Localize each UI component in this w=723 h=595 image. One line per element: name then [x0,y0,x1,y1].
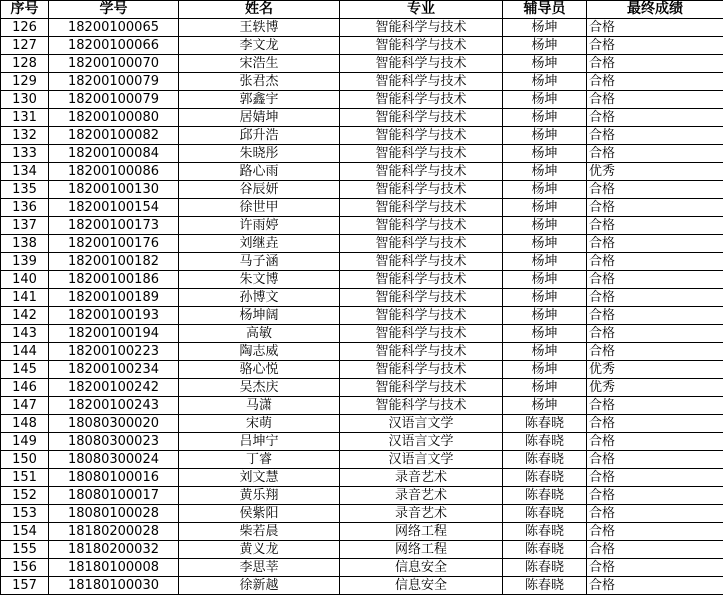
cell-name: 骆心悦 [179,361,340,379]
header-cell-index: 序号 [1,1,49,19]
cell-index: 126 [1,19,49,37]
cell-counselor: 杨坤 [503,217,587,235]
cell-final-grade: 合格 [587,181,723,199]
cell-name: 高敏 [179,325,340,343]
cell-counselor: 杨坤 [503,235,587,253]
table-row [1,559,723,577]
cell-major: 智能科学与技术 [340,397,503,415]
cell-student-id: 18200100243 [49,397,179,415]
table-row [1,541,723,559]
cell-final-grade: 优秀 [587,379,723,397]
cell-major: 汉语言文学 [340,415,503,433]
cell-index: 151 [1,469,49,487]
cell-major: 网络工程 [340,523,503,541]
cell-student-id: 18200100079 [49,73,179,91]
cell-name: 朱文博 [179,271,340,289]
table-row [1,487,723,505]
cell-major: 智能科学与技术 [340,19,503,37]
table-row [1,325,723,343]
cell-major: 智能科学与技术 [340,379,503,397]
cell-major: 智能科学与技术 [340,73,503,91]
cell-name: 刘文慧 [179,469,340,487]
cell-student-id: 18180100030 [49,577,179,595]
cell-student-id: 18080100017 [49,487,179,505]
cell-major: 智能科学与技术 [340,361,503,379]
cell-final-grade: 合格 [587,433,723,451]
table-row [1,469,723,487]
cell-index: 156 [1,559,49,577]
cell-final-grade: 合格 [587,271,723,289]
cell-name: 朱晓彤 [179,145,340,163]
cell-index: 128 [1,55,49,73]
cell-final-grade: 合格 [587,199,723,217]
cell-index: 132 [1,127,49,145]
table-row [1,163,723,181]
cell-student-id: 18200100193 [49,307,179,325]
cell-index: 130 [1,91,49,109]
cell-name: 黄义龙 [179,541,340,559]
cell-student-id: 18200100173 [49,217,179,235]
cell-index: 147 [1,397,49,415]
cell-final-grade: 合格 [587,325,723,343]
cell-counselor: 杨坤 [503,37,587,55]
cell-counselor: 陈春晓 [503,559,587,577]
cell-final-grade: 合格 [587,415,723,433]
cell-counselor: 杨坤 [503,397,587,415]
table-row [1,127,723,145]
cell-final-grade: 合格 [587,91,723,109]
table-row [1,199,723,217]
cell-counselor: 杨坤 [503,127,587,145]
cell-final-grade: 合格 [587,145,723,163]
table-row [1,235,723,253]
cell-student-id: 18200100242 [49,379,179,397]
cell-major: 智能科学与技术 [340,289,503,307]
cell-final-grade: 优秀 [587,163,723,181]
cell-counselor: 陈春晓 [503,577,587,595]
cell-counselor: 杨坤 [503,289,587,307]
cell-major: 智能科学与技术 [340,271,503,289]
cell-counselor: 陈春晓 [503,451,587,469]
cell-index: 154 [1,523,49,541]
table-row [1,523,723,541]
cell-major: 信息安全 [340,559,503,577]
cell-index: 148 [1,415,49,433]
cell-index: 155 [1,541,49,559]
cell-name: 丁睿 [179,451,340,469]
table-row [1,343,723,361]
table-row [1,379,723,397]
cell-counselor: 杨坤 [503,163,587,181]
cell-student-id: 18080100016 [49,469,179,487]
cell-student-id: 18180200032 [49,541,179,559]
cell-major: 智能科学与技术 [340,181,503,199]
cell-student-id: 18200100086 [49,163,179,181]
cell-index: 157 [1,577,49,595]
cell-major: 网络工程 [340,541,503,559]
cell-index: 146 [1,379,49,397]
cell-student-id: 18200100079 [49,91,179,109]
table-row [1,307,723,325]
cell-final-grade: 合格 [587,109,723,127]
cell-counselor: 杨坤 [503,307,587,325]
table-row [1,505,723,523]
cell-student-id: 18200100189 [49,289,179,307]
cell-major: 智能科学与技术 [340,127,503,145]
cell-counselor: 陈春晓 [503,487,587,505]
cell-final-grade: 合格 [587,541,723,559]
cell-final-grade: 合格 [587,523,723,541]
table-row [1,289,723,307]
cell-student-id: 18200100080 [49,109,179,127]
cell-index: 134 [1,163,49,181]
table-row [1,217,723,235]
cell-major: 智能科学与技术 [340,235,503,253]
cell-student-id: 18200100066 [49,37,179,55]
cell-major: 智能科学与技术 [340,325,503,343]
cell-student-id: 18200100070 [49,55,179,73]
cell-counselor: 杨坤 [503,271,587,289]
cell-name: 孙博文 [179,289,340,307]
cell-counselor: 杨坤 [503,199,587,217]
cell-index: 138 [1,235,49,253]
cell-name: 吴杰庆 [179,379,340,397]
cell-name: 李思莘 [179,559,340,577]
cell-counselor: 陈春晓 [503,433,587,451]
header-cell-final-grade: 最终成绩 [587,1,723,19]
cell-name: 路心雨 [179,163,340,181]
cell-final-grade: 合格 [587,253,723,271]
cell-name: 郭鑫宇 [179,91,340,109]
cell-counselor: 杨坤 [503,19,587,37]
cell-name: 徐新越 [179,577,340,595]
cell-name: 宋萌 [179,415,340,433]
cell-counselor: 杨坤 [503,55,587,73]
cell-student-id: 18200100176 [49,235,179,253]
cell-final-grade: 优秀 [587,361,723,379]
cell-counselor: 杨坤 [503,253,587,271]
cell-major: 汉语言文学 [340,451,503,469]
cell-index: 129 [1,73,49,91]
cell-counselor: 杨坤 [503,91,587,109]
cell-final-grade: 合格 [587,505,723,523]
cell-final-grade: 合格 [587,235,723,253]
cell-major: 智能科学与技术 [340,55,503,73]
cell-name: 王轶博 [179,19,340,37]
cell-student-id: 18200100065 [49,19,179,37]
cell-index: 131 [1,109,49,127]
cell-final-grade: 合格 [587,577,723,595]
cell-counselor: 杨坤 [503,145,587,163]
table-row [1,19,723,37]
cell-student-id: 18180200028 [49,523,179,541]
cell-counselor: 杨坤 [503,361,587,379]
header-cell-student-id: 学号 [49,1,179,19]
cell-major: 录音艺术 [340,487,503,505]
cell-name: 杨坤阔 [179,307,340,325]
cell-counselor: 陈春晓 [503,469,587,487]
cell-counselor: 陈春晓 [503,541,587,559]
cell-final-grade: 合格 [587,55,723,73]
cell-counselor: 杨坤 [503,73,587,91]
cell-final-grade: 合格 [587,487,723,505]
cell-major: 智能科学与技术 [340,37,503,55]
table-row [1,73,723,91]
cell-counselor: 杨坤 [503,379,587,397]
cell-major: 录音艺术 [340,505,503,523]
cell-name: 刘继垚 [179,235,340,253]
cell-name: 马潇 [179,397,340,415]
table-row [1,37,723,55]
table-row [1,577,723,595]
cell-name: 许雨婷 [179,217,340,235]
header-row [1,1,723,19]
table-row [1,397,723,415]
table-row [1,109,723,127]
cell-major: 录音艺术 [340,469,503,487]
cell-final-grade: 合格 [587,451,723,469]
cell-name: 柴若晨 [179,523,340,541]
cell-student-id: 18080100028 [49,505,179,523]
cell-counselor: 杨坤 [503,325,587,343]
table-row [1,415,723,433]
table-row [1,361,723,379]
cell-student-id: 18200100130 [49,181,179,199]
cell-index: 142 [1,307,49,325]
cell-counselor: 陈春晓 [503,415,587,433]
cell-final-grade: 合格 [587,127,723,145]
cell-index: 152 [1,487,49,505]
cell-major: 智能科学与技术 [340,307,503,325]
cell-name: 马子涵 [179,253,340,271]
cell-final-grade: 合格 [587,307,723,325]
cell-major: 智能科学与技术 [340,199,503,217]
table-row [1,145,723,163]
cell-major: 智能科学与技术 [340,145,503,163]
cell-final-grade: 合格 [587,217,723,235]
cell-student-id: 18200100234 [49,361,179,379]
cell-name: 居婧坤 [179,109,340,127]
cell-index: 136 [1,199,49,217]
table-row [1,451,723,469]
cell-student-id: 18200100082 [49,127,179,145]
cell-index: 144 [1,343,49,361]
table-row [1,253,723,271]
cell-student-id: 18200100223 [49,343,179,361]
cell-student-id: 18080300023 [49,433,179,451]
cell-final-grade: 合格 [587,73,723,91]
cell-name: 张君杰 [179,73,340,91]
cell-counselor: 陈春晓 [503,523,587,541]
cell-student-id: 18200100186 [49,271,179,289]
cell-major: 智能科学与技术 [340,217,503,235]
cell-name: 宋浩生 [179,55,340,73]
cell-counselor: 杨坤 [503,181,587,199]
cell-name: 黄乐翔 [179,487,340,505]
cell-student-id: 18200100154 [49,199,179,217]
cell-major: 智能科学与技术 [340,91,503,109]
cell-major: 智能科学与技术 [340,343,503,361]
table-row [1,55,723,73]
cell-student-id: 18200100194 [49,325,179,343]
cell-final-grade: 合格 [587,37,723,55]
header-cell-counselor: 辅导员 [503,1,587,19]
cell-index: 153 [1,505,49,523]
cell-final-grade: 合格 [587,343,723,361]
cell-counselor: 杨坤 [503,343,587,361]
cell-index: 133 [1,145,49,163]
cell-major: 汉语言文学 [340,433,503,451]
cell-final-grade: 合格 [587,397,723,415]
cell-name: 谷辰妍 [179,181,340,199]
cell-index: 150 [1,451,49,469]
cell-name: 邱升浩 [179,127,340,145]
cell-major: 信息安全 [340,577,503,595]
cell-index: 141 [1,289,49,307]
cell-index: 137 [1,217,49,235]
table-row [1,181,723,199]
cell-name: 李文龙 [179,37,340,55]
table-body [1,19,723,595]
cell-final-grade: 合格 [587,19,723,37]
cell-counselor: 杨坤 [503,109,587,127]
cell-index: 149 [1,433,49,451]
cell-name: 吕坤宁 [179,433,340,451]
table-row [1,271,723,289]
cell-name: 侯紫阳 [179,505,340,523]
cell-student-id: 18180100008 [49,559,179,577]
cell-final-grade: 合格 [587,559,723,577]
header-cell-major: 专业 [340,1,503,19]
cell-student-id: 18200100182 [49,253,179,271]
cell-student-id: 18080300024 [49,451,179,469]
cell-counselor: 陈春晓 [503,505,587,523]
cell-major: 智能科学与技术 [340,253,503,271]
cell-index: 135 [1,181,49,199]
cell-index: 143 [1,325,49,343]
cell-student-id: 18080300020 [49,415,179,433]
cell-index: 127 [1,37,49,55]
table-row [1,91,723,109]
cell-name: 徐世甲 [179,199,340,217]
cell-index: 140 [1,271,49,289]
header-cell-name: 姓名 [179,1,340,19]
cell-index: 139 [1,253,49,271]
cell-major: 智能科学与技术 [340,109,503,127]
cell-major: 智能科学与技术 [340,163,503,181]
cell-name: 陶志威 [179,343,340,361]
cell-final-grade: 合格 [587,469,723,487]
cell-index: 145 [1,361,49,379]
cell-student-id: 18200100084 [49,145,179,163]
table-row [1,433,723,451]
cell-final-grade: 合格 [587,289,723,307]
